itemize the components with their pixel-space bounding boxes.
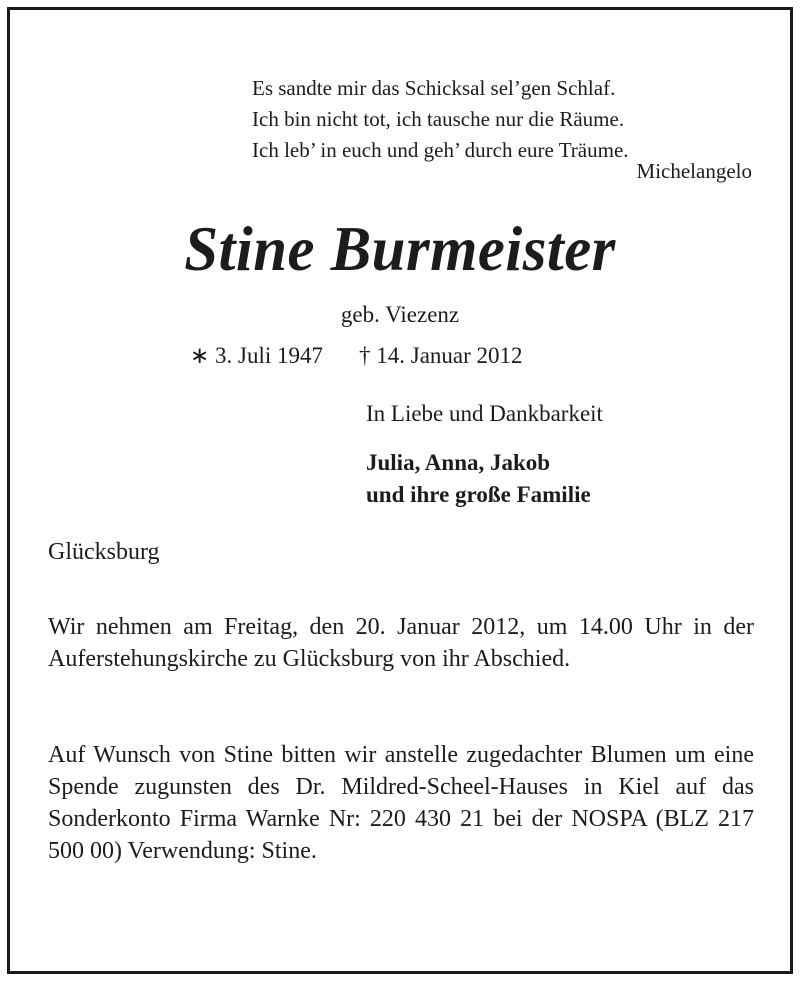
service-paragraph: Wir nehmen am Freitag, den 20. Januar 2012, um 14.00 Uhr in der Auferstehungskirche zu Glücksburg von ihr Abschied. [48, 614, 754, 672]
life-dates [190, 343, 523, 369]
place: Glücksburg [48, 539, 160, 565]
poem-author: Michelangelo [636, 159, 752, 183]
poem-line: Ich bin nicht tot, ich tausche nur die Räume. [252, 107, 625, 131]
poem-line: Ich leb’ in euch und geh’ durch eure Träume. [252, 138, 629, 162]
mourner-names [366, 447, 591, 511]
gratitude-line: In Liebe und Dankbarkeit [366, 401, 603, 426]
birth-name: geb. Viezenz [340, 302, 460, 327]
birth-date: ∗ 3. Juli 1947 [190, 343, 324, 368]
deceased-name: Stine Burmeister [184, 213, 616, 284]
poem [252, 73, 629, 166]
death-date: † 14. Januar 2012 [359, 343, 523, 368]
donation-paragraph: Auf Wunsch von Stine bitten wir anstelle zugedachter Blumen um eine Spende zugunsten des Dr. Mildred-Scheel-Hauses in Kiel auf das Sonderkonto Firma Warnke Nr: 220 430 21 bei der NOSPA (BLZ 217 500 00) Verwendung: Stine. [48, 742, 754, 864]
mourner-line: Julia, Anna, Jakob [366, 450, 551, 475]
mourner-line: und ihre große Familie [366, 482, 591, 507]
poem-line: Es sandte mir das Schicksal sel’gen Schlaf. [252, 76, 616, 100]
